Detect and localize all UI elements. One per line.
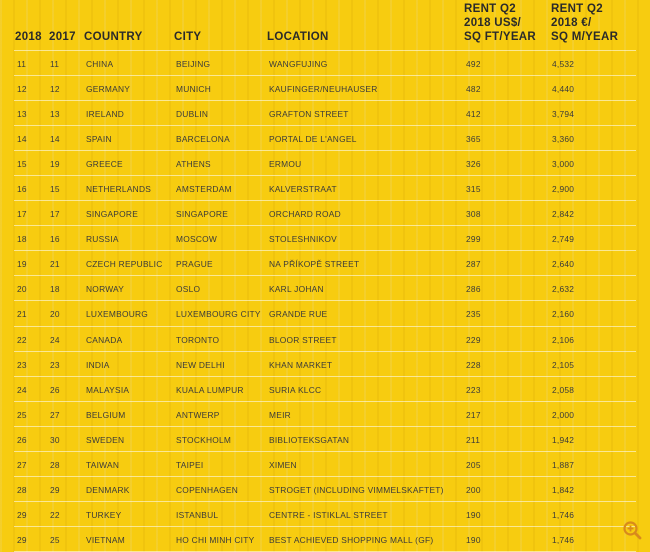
cell-rank-2018: 26 [17,434,27,445]
header-rent-usd-line: SQ FT/YEAR [464,31,537,43]
cell-rent-eur: 1,746 [552,534,575,545]
cell-rank-2018: 21 [17,309,27,320]
table-row [14,101,636,126]
table-row [14,151,636,176]
cell-country: SWEDEN [86,434,125,445]
cell-location: BIBLIOTEKSGATAN [269,434,350,445]
table-row [14,126,636,151]
cell-rank-2018: 29 [17,534,27,545]
cell-location: KHAN MARKET [269,359,333,370]
table-row [14,251,636,276]
header-rent-usd-line: 2018 US$/ [464,17,522,29]
header-location: LOCATION [267,31,329,43]
cell-rank-2018: 27 [17,459,27,470]
cell-rank-2017: 18 [50,284,60,295]
cell-rent-usd: 299 [466,234,481,245]
table-row [14,377,636,402]
header-rent-eur-line: RENT Q2 [551,3,603,15]
cell-city: TORONTO [176,334,220,345]
cell-location: STROGET (INCLUDING VIMMELSKAFTET) [269,484,444,495]
cell-city: SINGAPORE [176,209,229,220]
cell-rank-2018: 16 [17,184,27,195]
cell-country: GREECE [86,159,123,170]
cell-location: WANGFUJING [269,59,328,69]
cell-location: MEIR [269,409,291,420]
cell-rent-usd: 287 [466,259,481,270]
cell-city: NEW DELHI [176,359,225,370]
cell-rent-usd: 308 [466,209,481,220]
table-row [14,201,636,226]
table-row [14,527,636,552]
cell-rent-usd: 205 [466,459,481,470]
cell-rent-eur: 2,632 [552,284,575,295]
cell-country: CANADA [86,334,123,345]
cell-city: OSLO [176,284,201,295]
cell-city: MUNICH [176,84,211,95]
cell-rank-2017: 22 [50,509,60,520]
cell-city: MOSCOW [176,234,218,245]
cell-location: NA PŘÍKOPĚ STREET [269,259,360,270]
cell-location: SURIA KLCC [269,384,322,395]
cell-country: DENMARK [86,484,130,495]
cell-location: PORTAL DE L'ANGEL [269,134,357,145]
cell-rent-eur: 2,160 [552,309,575,320]
table-row [14,301,636,326]
cell-rank-2018: 17 [17,209,27,220]
cell-rent-usd: 223 [466,384,481,395]
cell-location: GRAFTON STREET [269,109,349,120]
cell-rank-2018: 14 [17,134,27,145]
cell-country: CHINA [86,59,114,69]
cell-location: BEST ACHIEVED SHOPPING MALL (GF) [269,534,434,545]
cell-rank-2018: 19 [17,259,27,270]
cell-rank-2018: 29 [17,509,27,520]
cell-rent-eur: 4,532 [552,59,575,69]
cell-rent-usd: 190 [466,509,481,520]
cell-location: GRANDE RUE [269,309,328,320]
cell-location: KALVERSTRAAT [269,184,337,195]
cell-country: TAIWAN [86,459,120,470]
cell-rank-2018: 24 [17,384,27,395]
header-rent-eur-line: 2018 €/ [551,17,592,29]
cell-city: DUBLIN [176,109,209,120]
table-row [14,327,636,352]
cell-rank-2017: 13 [50,109,60,120]
cell-city: ISTANBUL [176,509,219,520]
cell-rank-2017: 25 [50,534,60,545]
cell-rank-2017: 15 [50,184,60,195]
header-2018: 2018 [15,31,42,43]
table-row [14,276,636,301]
cell-rent-usd: 190 [466,534,481,545]
cell-rent-eur: 1,887 [552,459,575,470]
cell-country: SINGAPORE [86,209,139,220]
cell-rent-usd: 211 [466,434,481,445]
cell-rank-2018: 12 [17,84,27,95]
cell-rent-usd: 217 [466,409,481,420]
cell-city: STOCKHOLM [176,434,232,445]
rent-table [14,0,636,552]
cell-rent-eur: 2,000 [552,409,575,420]
header-city: CITY [174,31,202,43]
table-body [14,51,636,552]
cell-rank-2017: 23 [50,359,60,370]
cell-rank-2017: 14 [50,134,60,145]
cell-country: NORWAY [86,284,125,295]
cell-city: TAIPEI [176,459,204,470]
table-row [14,477,636,502]
table-row [14,427,636,452]
table-row [14,502,636,527]
cell-rank-2018: 11 [17,59,27,69]
cell-rent-eur: 4,440 [552,84,575,95]
header-country: COUNTRY [84,31,143,43]
cell-country: IRELAND [86,109,125,120]
cell-rent-eur: 1,842 [552,484,575,495]
cell-rank-2017: 27 [50,409,60,420]
header-rent-usd-line: RENT Q2 [464,3,516,15]
cell-city: BARCELONA [176,134,230,145]
table-row [14,452,636,477]
header-rent-eur [551,2,618,44]
header-2017: 2017 [49,31,76,43]
zoom-in-icon[interactable] [622,520,642,540]
cell-country: CZECH REPUBLIC [86,259,163,270]
cell-location: KAUFINGER/NEUHAUSER [269,84,378,95]
cell-country: NETHERLANDS [86,184,152,195]
cell-rent-eur: 3,360 [552,134,575,145]
cell-location: ERMOU [269,159,302,170]
cell-location: STOLESHNIKOV [269,234,338,245]
cell-rent-usd: 412 [466,109,481,120]
table-row [14,226,636,251]
table-row [14,51,636,76]
cell-rent-eur: 2,749 [552,234,575,245]
cell-country: INDIA [86,359,110,370]
cell-country: MALAYSIA [86,384,130,395]
cell-city: ATHENS [176,159,211,170]
cell-rank-2017: 21 [50,259,60,270]
cell-rent-usd: 286 [466,284,481,295]
cell-rank-2017: 28 [50,459,60,470]
cell-rent-eur: 1,746 [552,509,575,520]
cell-city: ANTWERP [176,409,220,420]
cell-rent-usd: 365 [466,134,481,145]
table-row [14,402,636,427]
cell-rank-2018: 15 [17,159,27,170]
cell-country: VIETNAM [86,534,125,545]
cell-rank-2017: 11 [50,59,60,69]
cell-location: BLOOR STREET [269,334,337,345]
cell-country: SPAIN [86,134,112,145]
cell-location: KARL JOHAN [269,284,324,295]
table-row [14,352,636,377]
cell-city: PRAGUE [176,259,213,270]
cell-country: GERMANY [86,84,131,95]
cell-rent-usd: 492 [466,59,481,69]
cell-rank-2017: 24 [50,334,60,345]
cell-rank-2017: 29 [50,484,60,495]
cell-rent-eur: 2,105 [552,359,575,370]
cell-rank-2018: 23 [17,359,27,370]
header-rent-eur-line: SQ M/YEAR [551,31,619,43]
cell-location: XIMEN [269,459,297,470]
cell-rank-2017: 19 [50,159,60,170]
cell-rank-2017: 26 [50,384,60,395]
cell-country: RUSSIA [86,234,119,245]
cell-rank-2017: 30 [50,434,60,445]
cell-rank-2018: 18 [17,234,27,245]
cell-rent-usd: 228 [466,359,481,370]
cell-rent-eur: 3,000 [552,159,575,170]
cell-rent-usd: 326 [466,159,481,170]
cell-city: HO CHI MINH CITY [176,534,255,545]
cell-rank-2017: 20 [50,309,60,320]
cell-rank-2018: 25 [17,409,27,420]
cell-rent-eur: 2,106 [552,334,575,345]
cell-rent-usd: 200 [466,484,481,495]
cell-rent-eur: 2,842 [552,209,575,220]
table-header [14,0,636,51]
cell-rank-2017: 17 [50,209,60,220]
cell-country: TURKEY [86,509,122,520]
table-row [14,176,636,201]
cell-rank-2017: 16 [50,234,60,245]
cell-rent-eur: 3,794 [552,109,575,120]
cell-rank-2017: 12 [50,84,60,95]
cell-rent-eur: 2,900 [552,184,575,195]
cell-city: LUXEMBOURG CITY [176,309,261,320]
cell-rent-usd: 482 [466,84,481,95]
cell-rent-usd: 229 [466,334,481,345]
cell-rank-2018: 13 [17,109,27,120]
cell-rank-2018: 28 [17,484,27,495]
cell-rank-2018: 20 [17,284,27,295]
cell-country: BELGIUM [86,409,126,420]
cell-city: BEIJING [176,59,211,69]
cell-city: AMSTERDAM [176,184,232,195]
cell-rent-usd: 315 [466,184,481,195]
cell-rent-eur: 2,640 [552,259,575,270]
cell-location: ORCHARD ROAD [269,209,341,220]
cell-country: LUXEMBOURG [86,309,149,320]
cell-city: COPENHAGEN [176,484,239,495]
cell-location: CENTRE - ISTIKLAL STREET [269,509,388,520]
cell-rent-usd: 235 [466,309,481,320]
header-rent-usd [464,2,536,44]
cell-city: KUALA LUMPUR [176,384,244,395]
cell-rent-eur: 2,058 [552,384,575,395]
table-row [14,76,636,101]
cell-rank-2018: 22 [17,334,27,345]
cell-rent-eur: 1,942 [552,434,575,445]
